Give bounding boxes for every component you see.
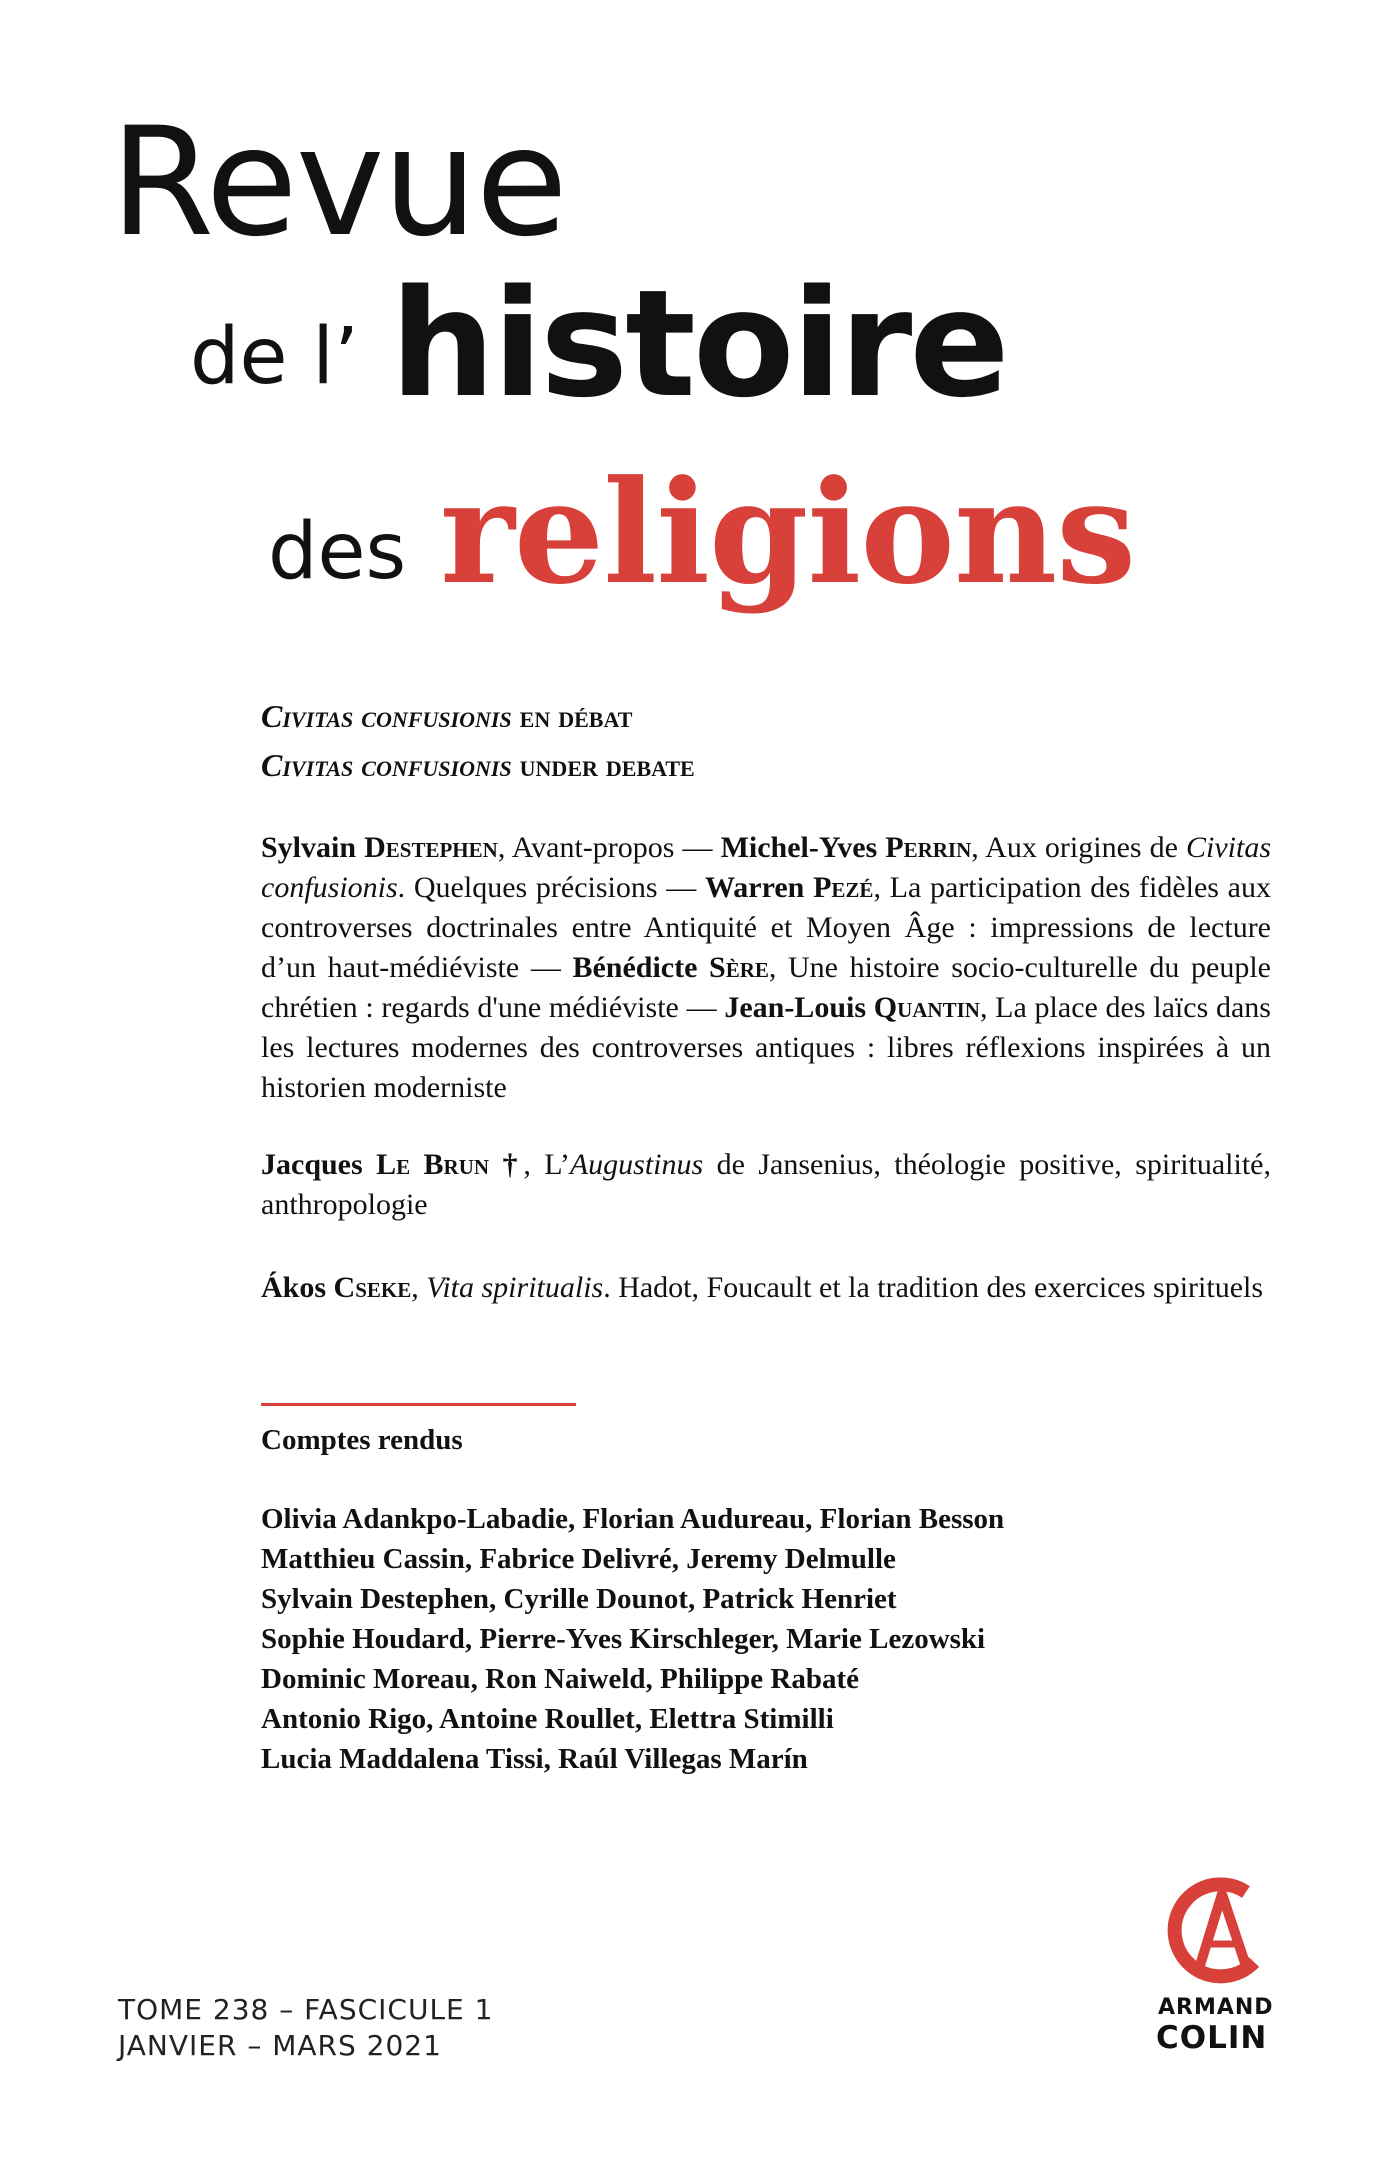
contents-paragraph-article-le-brun: [261, 1145, 1271, 1225]
title-des: des: [268, 507, 407, 597]
text-run: Sylvain: [261, 831, 365, 864]
text-run: , Une histoire socio-culturelle du peuple chrétien : regards d'une médiéviste —: [261, 951, 1272, 1024]
publisher-logo: [1148, 1870, 1308, 2070]
section-divider: [261, 1403, 576, 1406]
text-run: Pezé: [813, 871, 874, 904]
text-run: Ákos: [261, 1271, 334, 1304]
title-histoire: histoire: [390, 258, 1007, 430]
contents-paragraph-dossier: [261, 828, 1271, 1108]
text-run: . Quelques précisions —: [397, 871, 705, 904]
reviewers-line: Lucia Maddalena Tissi, Raúl Villegas Marín: [261, 1743, 808, 1775]
text-run: . Hadot, Foucault et la tradition des exercices spirituels: [603, 1271, 1264, 1304]
publisher-name-line2: COLIN: [1156, 2020, 1268, 2056]
text-run: Destephen: [364, 831, 498, 864]
text-run: Quantin: [873, 991, 980, 1024]
text-run: ,: [411, 1271, 427, 1304]
text-run: Warren: [704, 871, 814, 904]
reviewers-line: Sylvain Destephen, Cyrille Dounot, Patrick Henriet: [261, 1583, 897, 1615]
text-run: Jean-Louis: [724, 991, 874, 1024]
reviewers-list: [261, 1499, 1004, 1779]
issue-date: JANVIER – MARS 2021: [118, 2029, 442, 2062]
reviewers-line: Olivia Adankpo-Labadie, Florian Audureau, Florian Besson: [261, 1503, 1005, 1535]
text-run: de Jansenius, théologie positive, spiritualité, anthropologie: [261, 1148, 1271, 1221]
text-run: Civitas confusionis: [261, 831, 1272, 904]
text-run: Michel-Yves: [720, 831, 886, 864]
text-run: , L’: [523, 1148, 570, 1181]
text-run: , La place des laïcs dans les lectures modernes des controverses antiques : libres réflexions inspirées à un historien moderniste: [261, 991, 1271, 1104]
title-revue: Revue: [110, 96, 566, 270]
text-run: Cseke: [333, 1271, 412, 1304]
theme-fr-rest: en débat: [511, 698, 633, 734]
title-de-l: de l’: [190, 312, 359, 402]
issue-volume: TOME 238 – FASCICULE 1: [118, 1993, 494, 2026]
reviewers-line: Dominic Moreau, Ron Naiweld, Philippe Rabaté: [261, 1663, 859, 1695]
text-run: Jacques: [261, 1148, 377, 1181]
text-run: , La participation des fidèles aux controverses doctrinales entre Antiquité et Moyen Âge : impressions de lecture d’un haut-médiéviste —: [261, 871, 1271, 984]
title-religions: religions: [440, 450, 1136, 616]
text-run: Sère: [709, 951, 769, 984]
publisher-name-line1: ARMAND: [1158, 1995, 1274, 2020]
reviewers-line: Antonio Rigo, Antoine Roullet, Elettra Stimilli: [261, 1703, 834, 1735]
theme-en-italic: Civitas confusionis: [261, 747, 512, 783]
contents-paragraph-article-cseke: [261, 1268, 1271, 1308]
text-run: Bénédicte: [572, 951, 710, 984]
theme-en-rest: under debate: [511, 747, 695, 783]
text-run: Le Brun: [376, 1148, 490, 1181]
text-run: †: [489, 1148, 524, 1181]
reviews-heading: Comptes rendus: [261, 1424, 463, 1456]
text-run: Vita spiritualis: [426, 1271, 604, 1304]
text-run: , Avant-propos —: [497, 831, 721, 864]
reviewers-line: Matthieu Cassin, Fabrice Delivré, Jeremy Delmulle: [261, 1543, 896, 1575]
text-run: , Aux origines de: [971, 831, 1186, 864]
theme-title-en: [261, 747, 695, 784]
armand-colin-monogram-icon: [1158, 1870, 1278, 1990]
reviewers-line: Sophie Houdard, Pierre-Yves Kirschleger, Marie Lezowski: [261, 1623, 986, 1655]
text-run: Augustinus: [569, 1148, 704, 1181]
text-run: Perrin: [885, 831, 972, 864]
theme-title-fr: [261, 698, 632, 735]
theme-fr-italic: Civitas confusionis: [261, 698, 512, 734]
